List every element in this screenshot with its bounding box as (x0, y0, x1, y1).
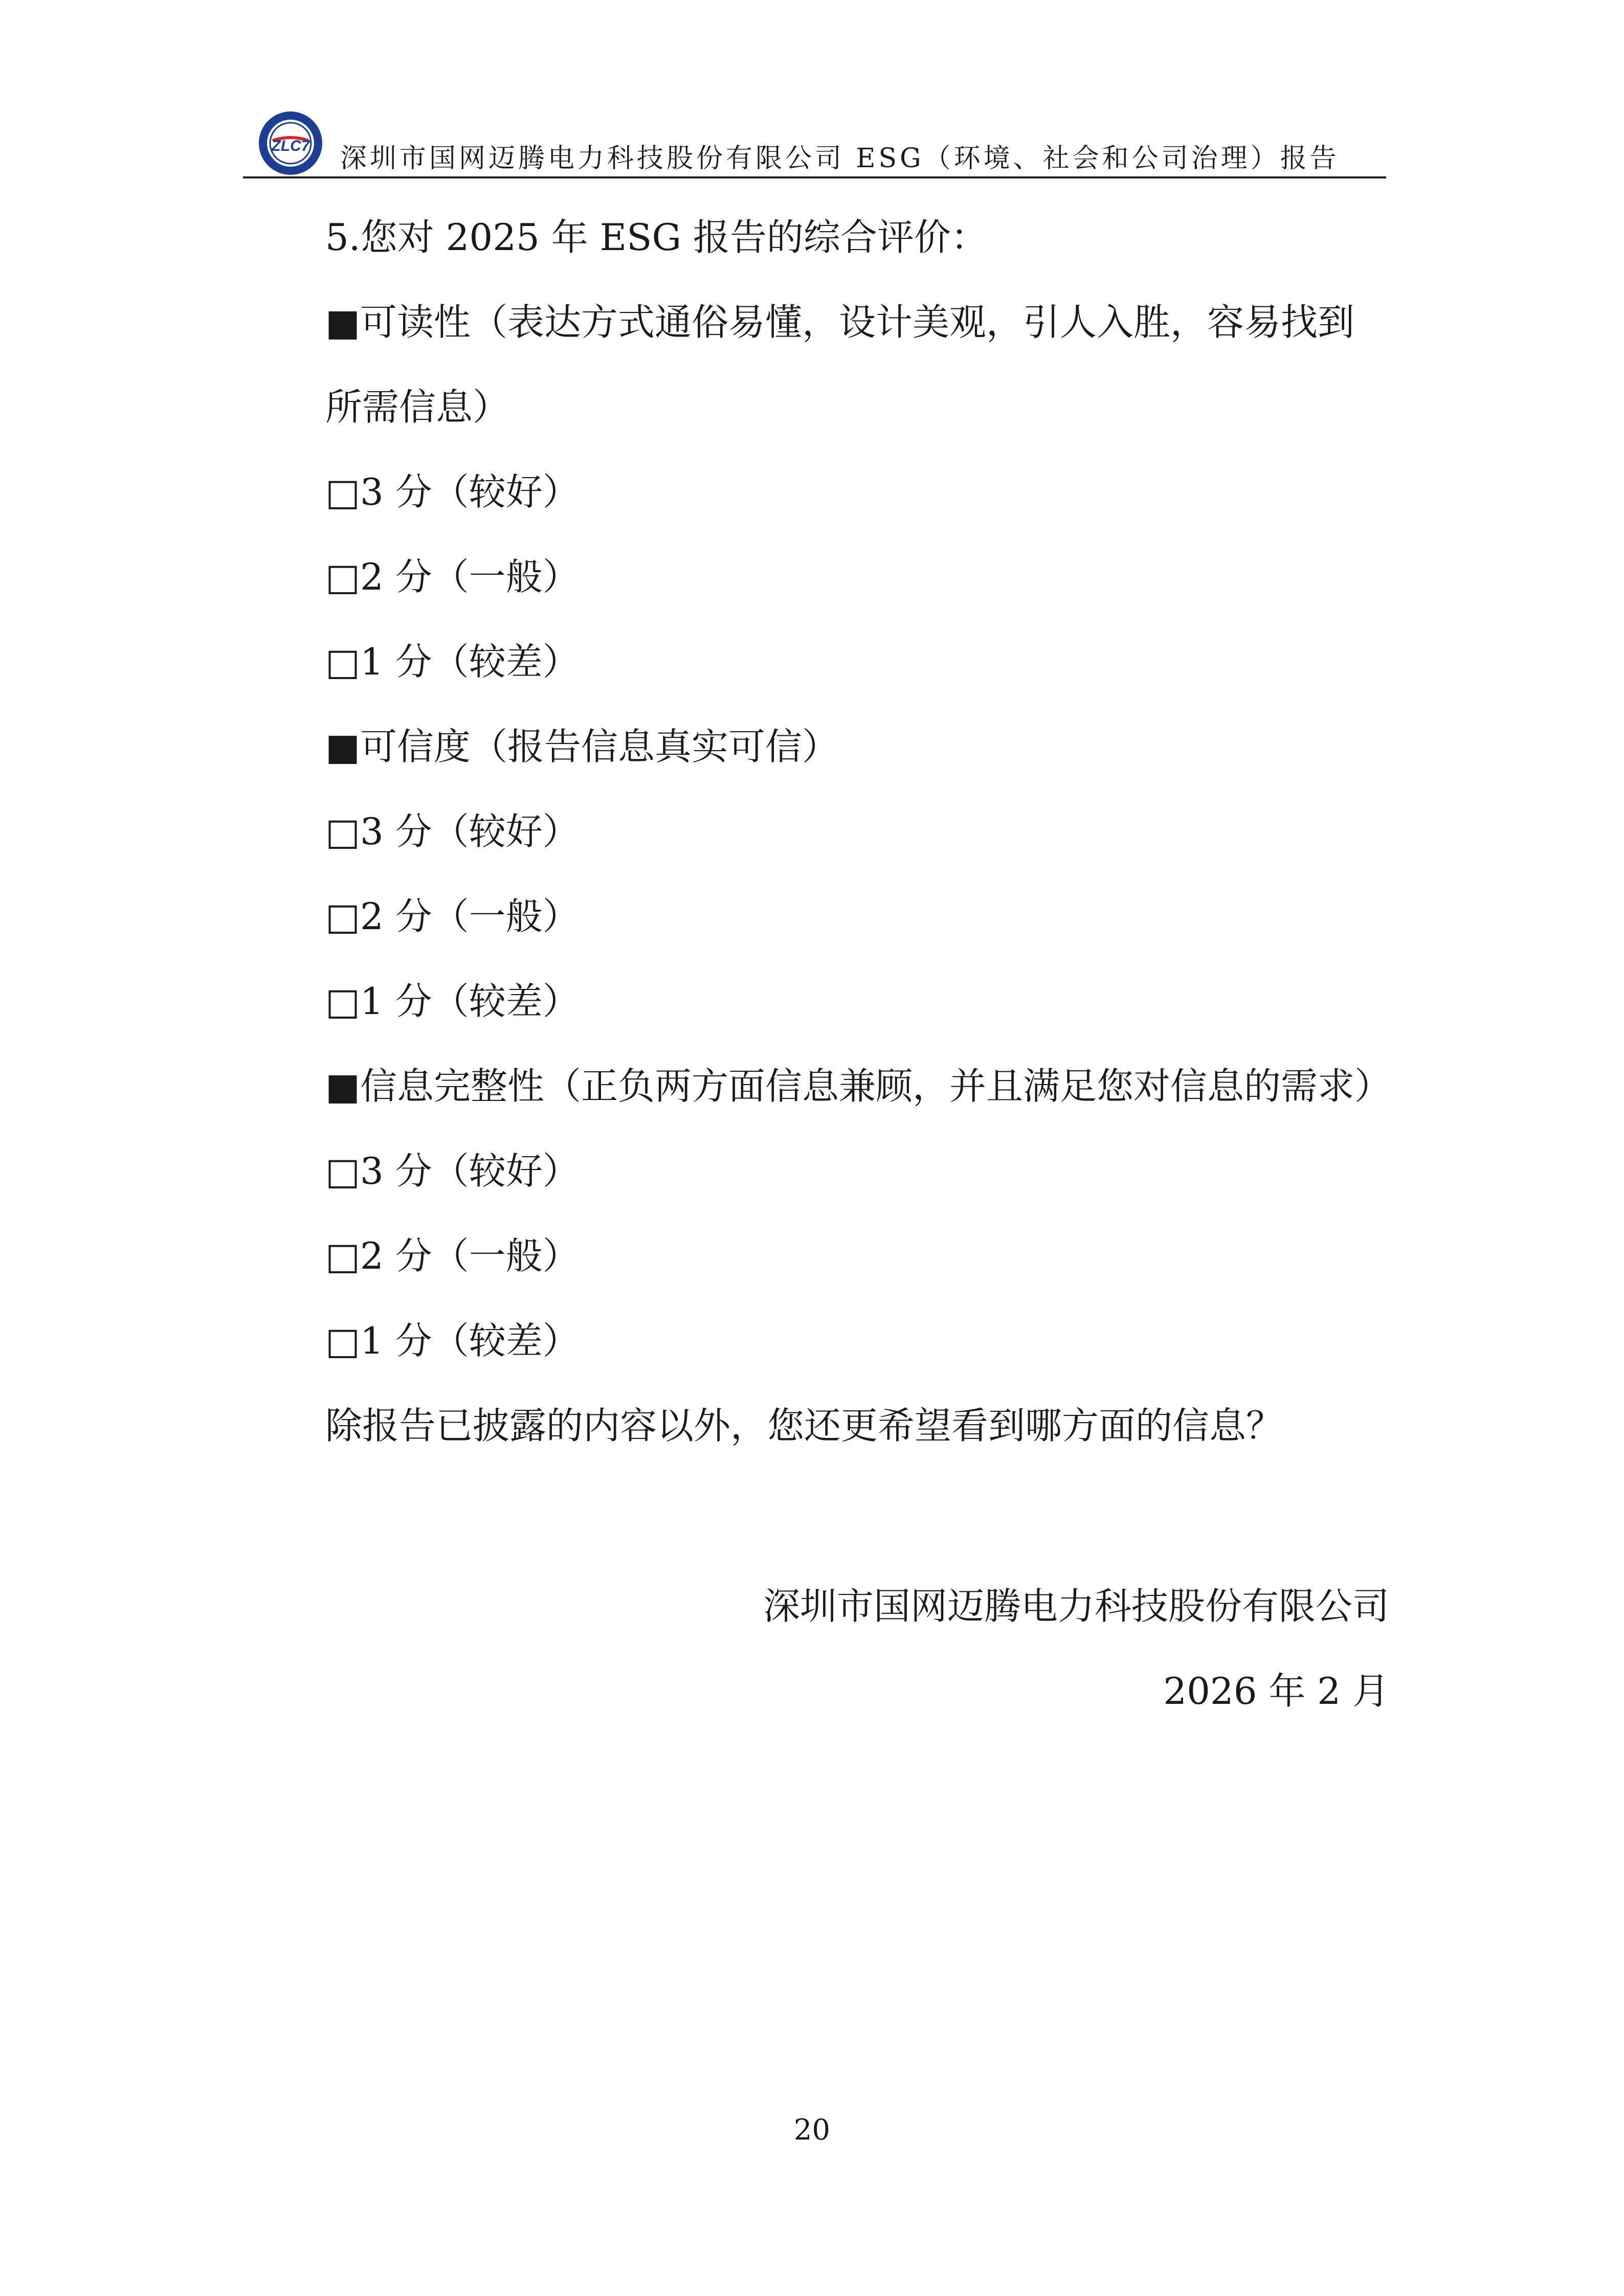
completeness-option-1[interactable]: □1 分（较差） (325, 1319, 580, 1362)
signature-company: 深圳市国网迈腾电力科技股份有限公司 (763, 1585, 1389, 1628)
header-title: 深圳市国网迈腾电力科技股份有限公司 ESG（环境、社会和公司治理）报告 (340, 143, 1340, 174)
logo-text: ZLC7 (271, 138, 310, 154)
extra-info-question: 除报告已披露的内容以外，您还更希望看到哪方面的信息？ (325, 1404, 1283, 1447)
credibility-option-2[interactable]: □2 分（一般） (325, 895, 580, 938)
signature-date: 2026 年 2 月 (1163, 1670, 1389, 1713)
question-5: 5.您对 2025 年 ESG 报告的综合评价： (325, 216, 988, 259)
completeness-option-2[interactable]: □2 分（一般） (325, 1234, 580, 1277)
page-header (243, 110, 1386, 179)
completeness-option-3[interactable]: □3 分（较好） (325, 1150, 580, 1192)
readability-criterion: ■可读性（表达方式通俗易懂，设计美观，引人入胜，容易找到 (325, 301, 1355, 344)
readability-option-3[interactable]: □3 分（较好） (325, 470, 580, 513)
readability-criterion-cont: 所需信息） (325, 386, 510, 429)
completeness-criterion: ■信息完整性（正负两方面信息兼顾，并且满足您对信息的需求） (325, 1065, 1392, 1108)
header-divider (243, 176, 1386, 178)
credibility-criterion: ■可信度（报告信息真实可信） (325, 725, 839, 768)
readability-option-1[interactable]: □1 分（较差） (325, 640, 580, 683)
company-logo (257, 110, 324, 176)
page-number: 20 (793, 2113, 831, 2147)
credibility-option-3[interactable]: □3 分（较好） (325, 810, 580, 853)
credibility-option-1[interactable]: □1 分（较差） (325, 980, 580, 1023)
readability-option-2[interactable]: □2 分（一般） (325, 555, 580, 598)
